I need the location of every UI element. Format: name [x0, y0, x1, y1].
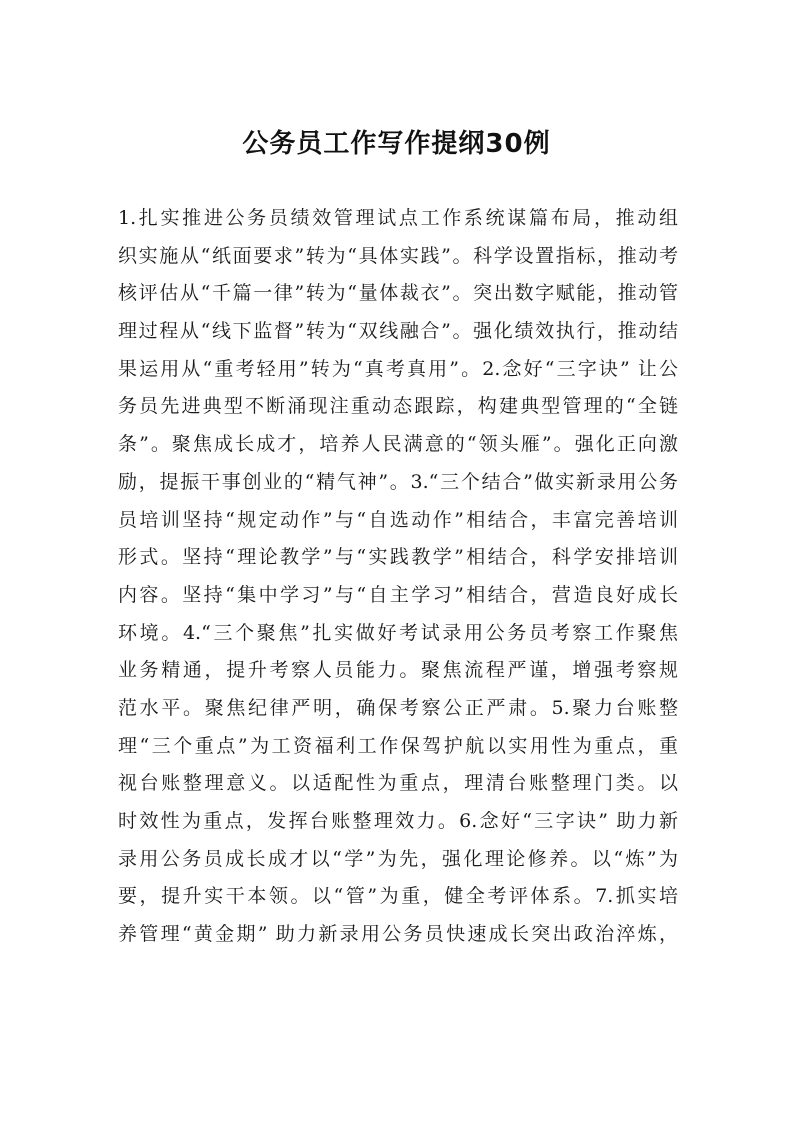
body-line: 员培训坚持“规定动作”与“自选动作”相结合，丰富完善培训 [118, 508, 678, 531]
body-line: 范水平。聚焦纪律严明，确保考察公正严肃。5.聚力台账整 [118, 696, 678, 719]
body-line: 形式。坚持“理论教学”与“实践教学”相结合，科学安排培训 [118, 546, 678, 569]
body-line: 环境。4.“三个聚焦”扎实做好考试录用公务员考察工作聚焦 [118, 621, 678, 644]
body-line: 果运用从“重考轻用”转为“真考真用”。2.念好“三字诀” 让公 [118, 357, 678, 380]
body-line: 织实施从“纸面要求”转为“具体实践”。科学设置指标，推动考 [118, 244, 678, 267]
body-line: 励，提振干事创业的“精气神”。3.“三个结合”做实新录用公务 [118, 470, 678, 493]
body-line: 时效性为重点，发挥台账整理效力。6.念好“三字诀” 助力新 [118, 810, 678, 832]
body-line: 要，提升实干本领。以“管”为重，健全考评体系。7.抓实培 [118, 885, 678, 908]
body-line: 务员先进典型不断涌现注重动态跟踪，构建典型管理的“全链 [118, 395, 678, 418]
body-line: 录用公务员成长成才以“学”为先，强化理论修养。以“炼”为 [118, 847, 678, 870]
body-line: 业务精通，提升考察人员能力。聚焦流程严谨，增强考察规 [118, 659, 678, 682]
body-line: 核评估从“千篇一律”转为“量体裁衣”。突出数字赋能，推动管 [118, 282, 678, 305]
document-title: 公务员工作写作提纲30例 [242, 129, 551, 159]
document-body [118, 200, 678, 954]
body-line: 理“三个重点”为工资福利工作保驾护航以实用性为重点，重 [118, 734, 678, 757]
body-line: 理过程从“线下监督”转为“双线融合”。强化绩效执行，推动结 [118, 320, 678, 343]
body-line: 养管理“黄金期” 助力新录用公务员快速成长突出政治淬炼， [118, 923, 678, 946]
body-line: 内容。坚持“集中学习”与“自主学习”相结合，营造良好成长 [118, 583, 678, 606]
body-line: 1.扎实推进公务员绩效管理试点工作系统谋篇布局，推动组 [118, 207, 678, 229]
body-line: 视台账整理意义。以适配性为重点，理清台账整理门类。以 [118, 772, 678, 795]
body-line: 条”。聚焦成长成才，培养人民满意的“领头雁”。强化正向激 [118, 433, 678, 456]
